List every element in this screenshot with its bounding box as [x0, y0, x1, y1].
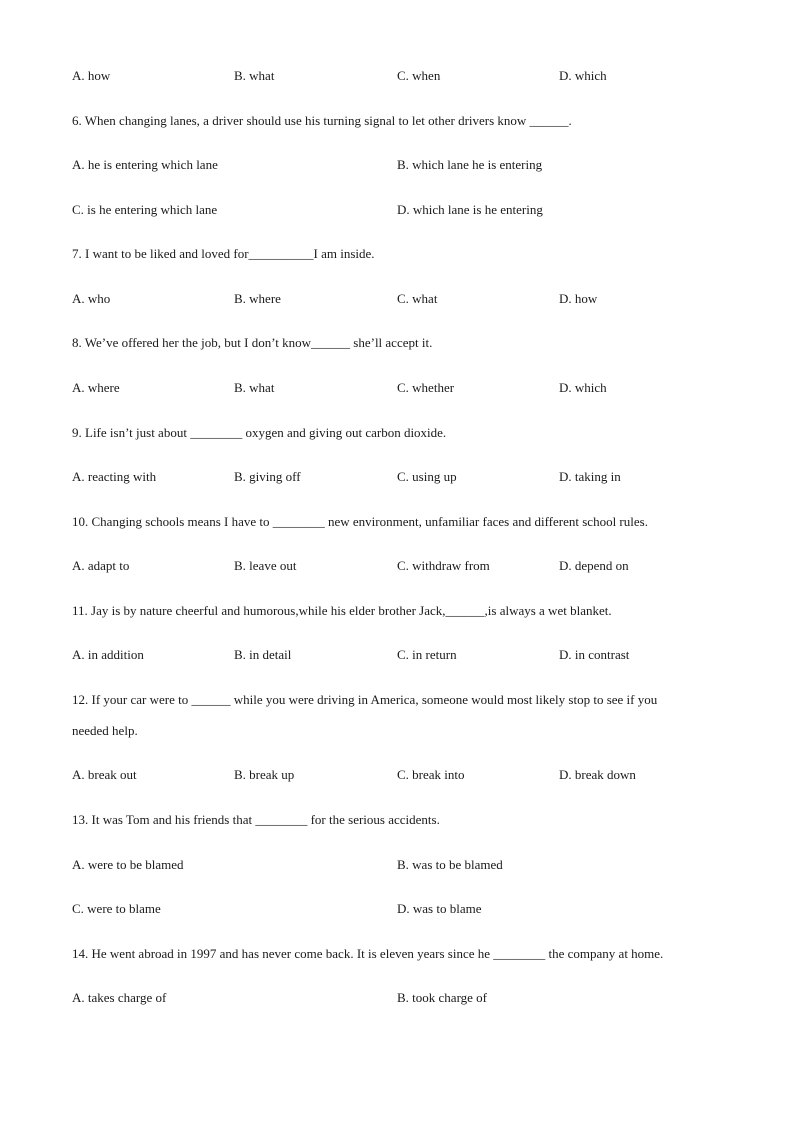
- option-d: D. which: [559, 380, 607, 395]
- question-stem: 14. He went abroad in 1997 and has never come back. It is eleven years since he ________ the company at home.: [72, 946, 664, 961]
- question-stem: 12. If your car were to ______ while you were driving in America, someone would most likely stop to see if you: [72, 692, 658, 707]
- option-d: D. was to blame: [397, 901, 482, 916]
- option-b: B. break up: [234, 767, 295, 782]
- option-a: A. adapt to: [72, 558, 130, 573]
- option-d: D. which: [559, 68, 607, 83]
- option-b: B. which lane he is entering: [397, 157, 543, 172]
- option-b: B. giving off: [234, 469, 301, 484]
- option-c: C. in return: [397, 647, 457, 662]
- option-a: A. reacting with: [72, 469, 157, 484]
- option-c: C. what: [397, 291, 438, 306]
- option-a: A. break out: [72, 767, 137, 782]
- option-b: B. what: [234, 380, 275, 395]
- option-b: B. where: [234, 291, 281, 306]
- option-a: A. takes charge of: [72, 990, 167, 1005]
- option-b: B. in detail: [234, 647, 292, 662]
- option-a: A. how: [72, 68, 111, 83]
- option-d: D. break down: [559, 767, 636, 782]
- option-d: D. which lane is he entering: [397, 202, 543, 217]
- option-a: A. where: [72, 380, 120, 395]
- question-stem: 9. Life isn’t just about ________ oxygen and giving out carbon dioxide.: [72, 425, 447, 440]
- option-c: C. whether: [397, 380, 455, 395]
- option-a: A. in addition: [72, 647, 144, 662]
- option-b: B. what: [234, 68, 275, 83]
- question-stem-continued: needed help.: [72, 723, 138, 738]
- option-c: C. break into: [397, 767, 465, 782]
- option-a: A. he is entering which lane: [72, 157, 218, 172]
- option-a: A. who: [72, 291, 111, 306]
- question-stem: 13. It was Tom and his friends that ________ for the serious accidents.: [72, 812, 440, 827]
- option-b: B. leave out: [234, 558, 297, 573]
- question-stem: 11. Jay is by nature cheerful and humorous,while his elder brother Jack,______,is always a wet blanket.: [72, 603, 612, 618]
- option-c: C. is he entering which lane: [72, 202, 218, 217]
- option-c: C. using up: [397, 469, 457, 484]
- option-d: D. taking in: [559, 469, 621, 484]
- option-d: D. how: [559, 291, 598, 306]
- option-c: C. when: [397, 68, 441, 83]
- option-c: C. were to blame: [72, 901, 161, 916]
- question-stem: 10. Changing schools means I have to ________ new environment, unfamiliar faces and different school rules.: [72, 514, 648, 529]
- option-d: D. in contrast: [559, 647, 630, 662]
- question-stem: 7. I want to be liked and loved for__________I am inside.: [72, 246, 375, 261]
- option-c: C. withdraw from: [397, 558, 490, 573]
- option-d: D. depend on: [559, 558, 629, 573]
- question-stem: 8. We’ve offered her the job, but I don’t know______ she’ll accept it.: [72, 335, 433, 350]
- option-a: A. were to be blamed: [72, 857, 184, 872]
- option-b: B. took charge of: [397, 990, 488, 1005]
- question-stem: 6. When changing lanes, a driver should use his turning signal to let other drivers know ______.: [72, 113, 572, 128]
- option-b: B. was to be blamed: [397, 857, 503, 872]
